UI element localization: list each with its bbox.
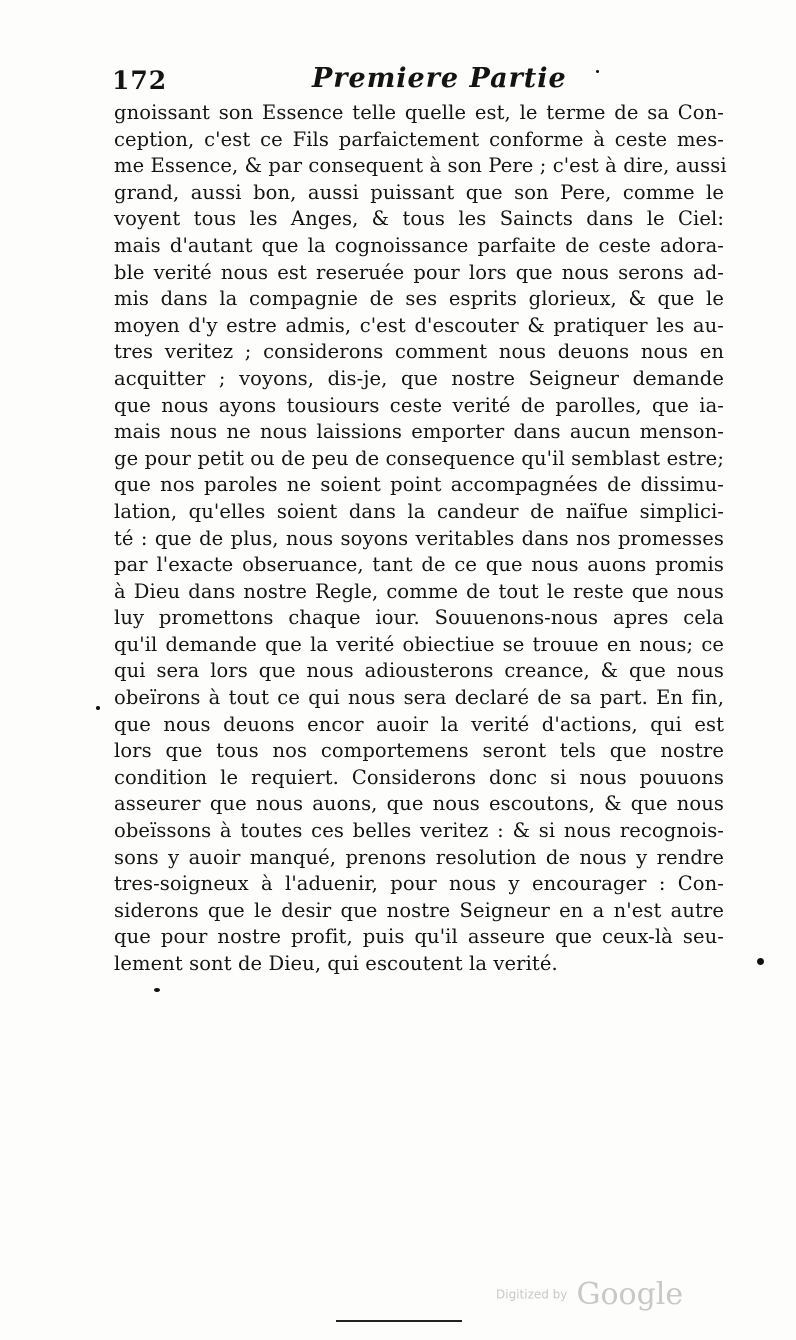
text-line: acquitter ; voyons, dis-je, que nostre Seigneur demande	[114, 366, 724, 390]
text-line: mais d'autant que la cognoissance parfaite de ceste adora-	[114, 233, 724, 257]
text-line: tres veritez ; considerons comment nous deuons nous en	[114, 340, 724, 364]
text-line: obeïrons à tout ce qui nous sera declaré de sa part. En fin,	[114, 686, 724, 710]
text-line: ception, c'est ce Fils parfaictement conforme à ceste mes-	[114, 127, 724, 151]
body-text	[114, 100, 727, 978]
running-head: Premiere Partie	[312, 63, 567, 94]
watermark-prefix: Digitized by	[496, 1287, 568, 1302]
text-line: obeïssons à toutes ces belles veritez : & si nous recognois-	[114, 819, 724, 843]
text-line: moyen d'y estre admis, c'est d'escouter & pratiquer les au-	[114, 313, 724, 337]
text-line: asseurer que nous auons, que nous escoutons, & que nous	[114, 792, 724, 816]
text-line: tres-soigneux à l'aduenir, pour nous y encourager : Con-	[114, 872, 724, 896]
watermark-brand: Google	[576, 1277, 684, 1312]
text-line: lation, qu'elles soient dans la candeur de naïfue simplici-	[114, 499, 724, 523]
text-line: lors que tous nos comportemens seront tels que nostre	[114, 739, 724, 763]
text-line: grand, aussi bon, aussi puissant que son Pere, comme le	[114, 180, 724, 204]
text-line: qu'il demande que la verité obiectiue se trouue en nous; ce	[114, 632, 724, 656]
text-line: ge pour petit ou de peu de consequence qu'il semblast estre;	[114, 446, 724, 470]
text-line: me Essence, & par consequent à son Pere ; c'est à dire, aussi	[114, 154, 727, 178]
page-number: 172	[112, 66, 168, 95]
ink-speck	[154, 988, 160, 992]
text-line: qui sera lors que nous adiousterons creance, & que nous	[114, 659, 724, 683]
ink-speck	[757, 958, 764, 965]
text-line: à Dieu dans nostre Regle, comme de tout le reste que nous	[114, 579, 724, 603]
text-line: par l'exacte obseruance, tant de ce que nous auons promis	[114, 553, 724, 577]
text-line: mais nous ne nous laissions emporter dans aucun menson-	[114, 420, 724, 444]
text-line-last: lement sont de Dieu, qui escoutent la verité.	[114, 952, 558, 975]
text-line: siderons que le desir que nostre Seigneur en a n'est autre	[114, 898, 724, 922]
ink-speck	[96, 706, 100, 710]
text-line: mis dans la compagnie de ses esprits glorieux, & que le	[114, 287, 724, 311]
text-line: luy promettons chaque iour. Souuenons-nous apres cela	[114, 606, 724, 630]
text-line: condition le requiert. Considerons donc si nous pouuons	[114, 765, 724, 789]
bottom-rule	[336, 1320, 462, 1322]
text-line: voyent tous les Anges, & tous les Saincts dans le Ciel:	[114, 207, 724, 231]
text-line: que pour nostre profit, puis qu'il asseure que ceux-là seu-	[114, 925, 724, 949]
text-line: té : que de plus, nous soyons veritables dans nos promesses	[114, 526, 724, 550]
text-line: sons y auoir manqué, prenons resolution de nous y rendre	[114, 845, 724, 869]
digitized-watermark	[496, 1277, 683, 1312]
text-line: que nous ayons tousiours ceste verité de parolles, que ia-	[114, 393, 724, 417]
text-line: que nous deuons encor auoir la verité d'actions, qui est	[114, 712, 724, 736]
ink-speck	[596, 70, 599, 73]
text-line: que nos paroles ne soient point accompagnées de dissimu-	[114, 473, 724, 497]
text-line: ble verité nous est reseruée pour lors que nous serons ad-	[114, 260, 724, 284]
text-line: gnoissant son Essence telle quelle est, le terme de sa Con-	[114, 101, 724, 124]
